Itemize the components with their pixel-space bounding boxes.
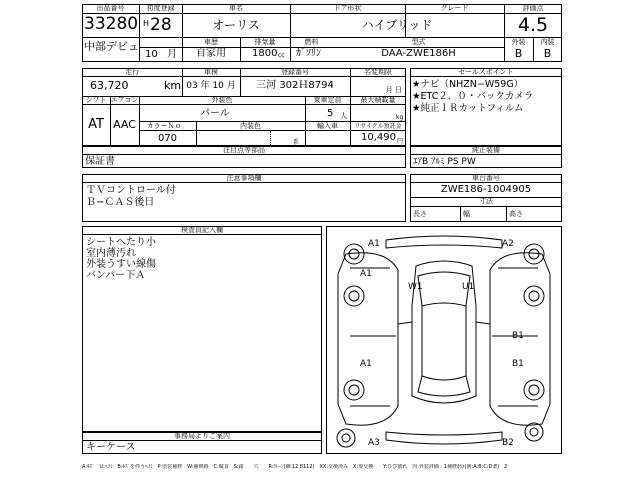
color-label: 外装色 — [211, 96, 233, 104]
lot-number: 33280 — [84, 14, 139, 34]
height-label: 高さ — [509, 210, 523, 218]
plate-number: 三河 302Ｈ8794 — [256, 80, 334, 91]
damage-mark: B2 — [502, 438, 514, 448]
inspection-date: 03 年 10 月 — [186, 81, 236, 91]
equipment-value: 保証書 — [85, 156, 115, 167]
use-label: 車歴 — [204, 38, 218, 46]
width-label: 幅 — [463, 210, 470, 218]
damage-mark: A3 — [368, 438, 380, 448]
venue: 中部デビュ — [84, 40, 139, 53]
legend-footer: A:ｷｽﾞ U:ﾍｺﾐ B:ｷｽﾞを伴うﾍｺﾐ P:塗装補修 W:補修跡 C:腐食 S:錆 穴 R:ｸﾚｰﾝ(W:12.8112) XX:交換済み X:要交換 Y:ひび割れ 内:外装評価 1補修ｶ分(例:A:B:C:D:E) 2 — [82, 464, 508, 470]
dot-unit: 系 — [293, 139, 300, 146]
recycle-unit: 円 — [397, 138, 404, 145]
type-label: 型式 — [411, 38, 426, 46]
first-reg-label: 初度登録 — [146, 4, 175, 12]
chassis-number: ZWE186-1004905 — [440, 184, 532, 195]
displacement-unit: cc — [278, 52, 285, 59]
damage-mark: B1 — [512, 359, 524, 369]
recycle-fee: 10,490 — [361, 132, 396, 143]
displacement-label: 排気量 — [254, 38, 276, 46]
sales-points: ★ナビ（NHZN−W59G） ★ETC２．０・バックカメラ ★純正ＩＲカットフィルム — [412, 79, 534, 114]
inspection-remarks: シートへたり小 室内薄汚れ 外装うすい線傷 バンパー下Ａ — [86, 237, 156, 281]
shift-label: シフト — [85, 96, 107, 104]
era-prefix: H — [143, 19, 150, 28]
load-label: 最大積載量 — [360, 96, 396, 104]
option-label: 純正装備 — [472, 146, 500, 154]
length-label: 長さ — [413, 210, 427, 218]
exterior-label: 外装 — [511, 38, 526, 46]
ac-label: エアコン — [110, 96, 139, 104]
use: 自家用 — [196, 48, 226, 59]
name-change-label: 名変期限 — [364, 68, 392, 76]
fuel: ｶﾞｿﾘﾝ — [296, 48, 321, 59]
mileage-label: 走行 — [125, 68, 139, 76]
interior-label: 内装 — [540, 38, 555, 46]
exterior-grade: B — [514, 47, 523, 60]
intcolor-label: 内装色 — [240, 122, 261, 130]
damage-mark: A1 — [368, 239, 380, 249]
color-number: 070 — [157, 133, 178, 144]
displacement: 1800 — [252, 48, 278, 59]
mileage-unit: km — [164, 79, 182, 92]
damage-mark: A2 — [502, 239, 514, 249]
shift: AT — [88, 117, 104, 132]
body-color: パール — [200, 108, 230, 119]
aircon: AAC — [113, 118, 136, 131]
reg-year: 28 — [150, 15, 172, 35]
lot-label: 出品番号 — [96, 4, 125, 12]
grade-label: グレード — [440, 4, 469, 12]
model-label: 車名 — [229, 4, 243, 12]
capacity-unit: 人 — [340, 112, 347, 120]
capacity: 5 — [327, 108, 334, 119]
office-label: 事務局よりご案内 — [174, 432, 230, 440]
reg-month: 10 — [145, 49, 158, 60]
recycle-label: リサイクル預託金 — [354, 123, 402, 130]
inspection-label: 車検 — [204, 68, 218, 76]
colorno-label: カラーＮｏ． — [146, 122, 189, 130]
dims-label: 寸法 — [479, 197, 493, 205]
score-label: 評価点 — [522, 4, 544, 12]
damage-mark: W1 — [408, 282, 423, 292]
car-diagram — [326, 226, 562, 454]
plate-label: 登録番号 — [281, 68, 309, 76]
option-value: ｴｱB ｱﾙﾐ PS PW — [413, 157, 476, 167]
load-unit: kg — [396, 114, 404, 121]
damage-mark: B1 — [512, 331, 524, 341]
notes-value: ＴＶコントロール付 Ｂ−ＣＡＳ後日 — [86, 185, 176, 208]
score: 4.5 — [517, 14, 549, 36]
damage-mark: U1 — [462, 282, 475, 292]
import-label: 輸入車 — [317, 122, 338, 130]
capacity-label: 乗車定員 — [313, 96, 342, 104]
door-label: ドア形状 — [333, 4, 362, 12]
office-value: キーケース — [86, 442, 136, 453]
sales-label: セールスポイント — [458, 68, 514, 76]
damage-mark: A1 — [360, 269, 372, 279]
damage-mark: A1 — [360, 359, 372, 369]
mileage: 63,720 — [90, 79, 129, 92]
grade: ハイブリッド — [361, 18, 433, 32]
notes-label: 注意事項欄 — [226, 174, 262, 182]
interior-grade: B — [543, 47, 552, 60]
name-change-unit: 月 日 — [385, 86, 402, 94]
chassis-label: 車台番号 — [472, 174, 500, 182]
model-type: DAA-ZWE186H — [381, 48, 456, 59]
month-unit: 月 — [167, 49, 177, 60]
fuel-label: 燃料 — [304, 38, 319, 46]
inspection-label: 検査員記入欄 — [181, 226, 223, 234]
equipment-label: 注目点等部品 — [223, 146, 265, 154]
model-name: オーリス — [212, 18, 260, 32]
